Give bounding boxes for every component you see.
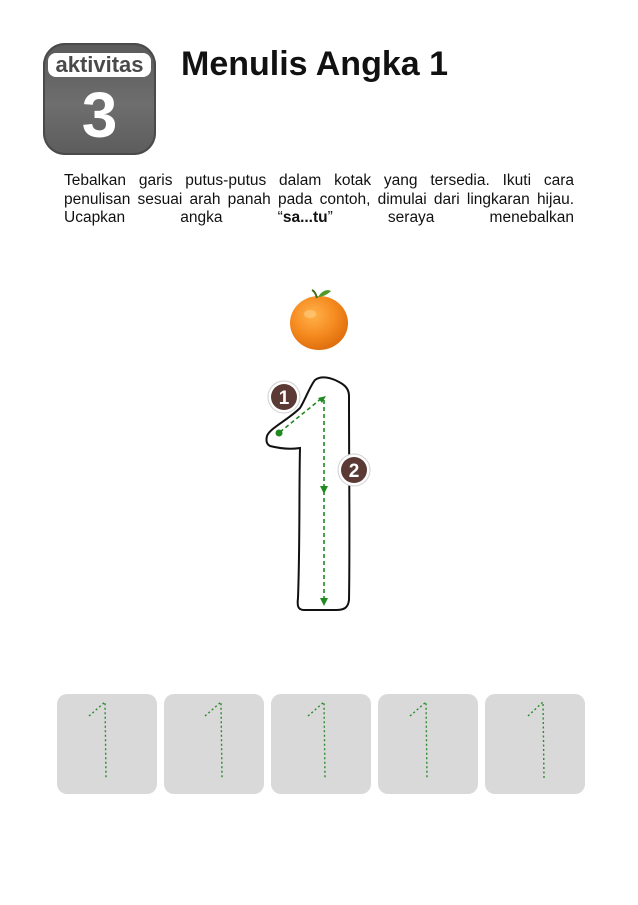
trace-number-one-2	[164, 694, 264, 794]
orange-icon	[286, 286, 352, 352]
trace-number-one-3	[271, 694, 371, 794]
practice-box-1[interactable]	[57, 694, 157, 794]
page-title: Menulis Angka 1	[181, 45, 449, 83]
trace-number-one-1	[57, 694, 157, 794]
activity-badge	[43, 43, 156, 155]
practice-box-5[interactable]	[485, 694, 585, 794]
step-badge-2	[338, 454, 370, 486]
step-label-1: 1	[278, 388, 290, 409]
trace-number-one-5	[485, 694, 585, 794]
number-one-example	[258, 370, 378, 615]
activity-number: 3	[81, 79, 118, 151]
instructions-text	[64, 172, 574, 228]
instructions-emphasis: sa...tu	[282, 209, 328, 226]
practice-box-2[interactable]	[164, 694, 264, 794]
start-dot	[276, 430, 283, 437]
instructions-part1: Tebalkan garis putus-putus dalam kotak yang tersedia. Ikuti cara penulisan sesuai arah panah pada contoh, dimulai dari lingkaran hijau. Ucapkan angka “	[64, 172, 574, 226]
step-label-2: 2	[348, 461, 360, 482]
practice-box-3[interactable]	[271, 694, 371, 794]
trace-number-one-4	[378, 694, 478, 794]
activity-label: aktivitas	[48, 53, 151, 77]
step-badge-1	[268, 381, 300, 413]
instructions-part2: ” seraya menebalkan	[327, 209, 575, 226]
practice-box-4[interactable]	[378, 694, 478, 794]
practice-boxes	[57, 694, 585, 794]
